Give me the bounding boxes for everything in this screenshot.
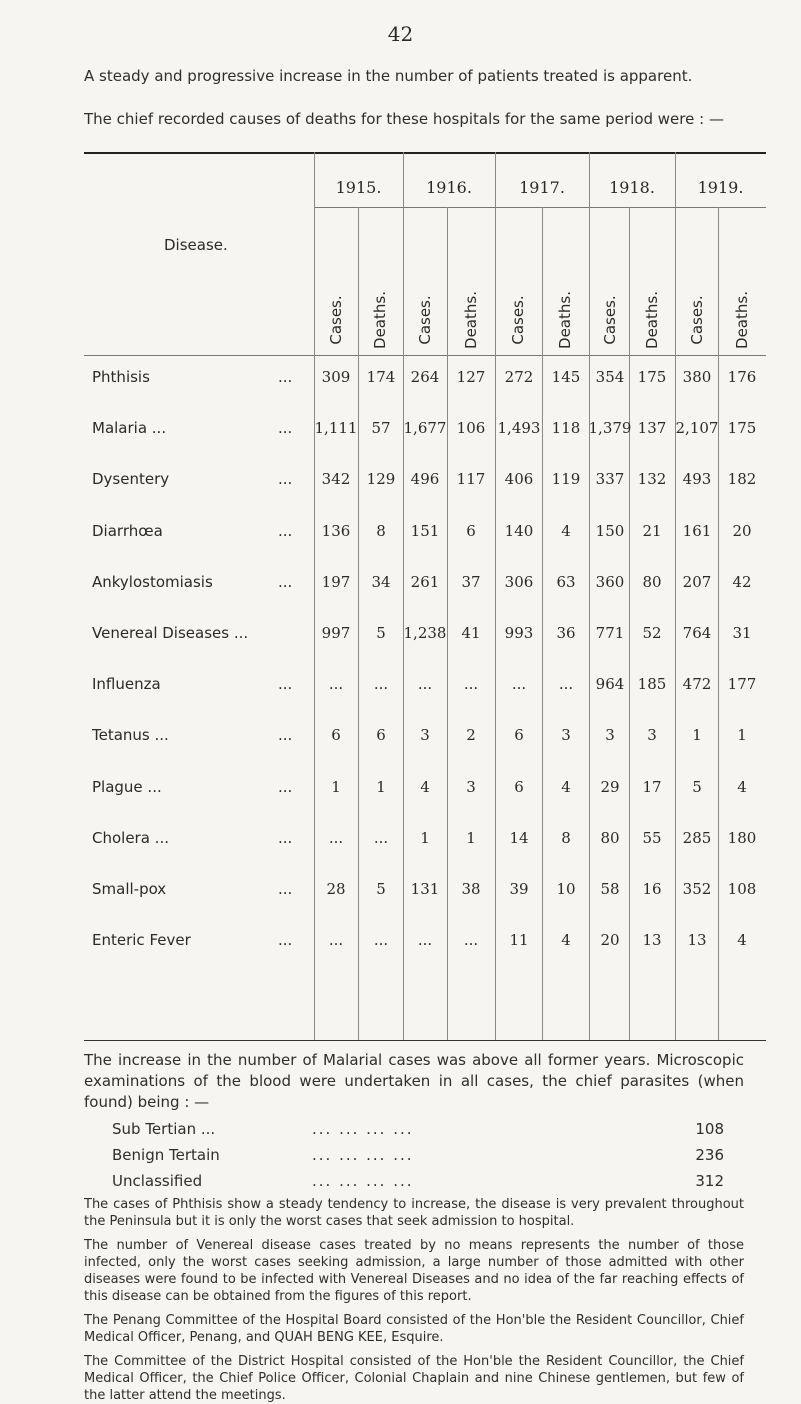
cases-cell: ... — [328, 675, 344, 694]
deaths-cell: 177 — [727, 675, 757, 694]
cases-cell: 6 — [514, 777, 524, 796]
cases-cell: ... — [328, 931, 344, 950]
cases-cell: 161 — [682, 521, 712, 540]
deaths-cell: 13 — [642, 931, 662, 950]
cases-cell: 29 — [600, 777, 620, 796]
year-header-1918: 1918. — [609, 178, 655, 197]
cases-cell: 58 — [600, 880, 620, 898]
deaths-cell: 185 — [637, 675, 667, 694]
cases-cell: 764 — [682, 624, 712, 642]
deaths-cell: 8 — [561, 828, 571, 847]
disease-label: Small-pox — [92, 880, 167, 898]
cases-cell: 496 — [410, 470, 440, 489]
parasite-label: Benign Tertain — [112, 1146, 220, 1164]
cases-cell: 13 — [687, 931, 707, 950]
disease-label: Influenza — [92, 675, 161, 694]
page-number: 42 — [387, 22, 414, 46]
parasite-count: 312 — [695, 1172, 724, 1190]
district-committee-paragraph: The Committee of the District Hospital consisted of the Hon'ble the Resident Councillor, the Chief Medical Officer, the Chief Police Officer, Colonial Chaplain and nine Chinese gentlemen, but few of the latter attend the meetings. — [84, 1354, 744, 1403]
leader-dots: ... ... ... ... — [312, 1172, 414, 1190]
deaths-cell: 4 — [737, 931, 747, 950]
deaths-cell: 106 — [456, 419, 486, 438]
cases-cell: 131 — [410, 880, 440, 898]
deaths-cell: 127 — [456, 368, 486, 386]
penang-committee-paragraph: The Penang Committee of the Hospital Board consisted of the Hon'ble the Resident Councillor, Chief Medical Officer, Penang, and QUAH BENG KEE, Esquire. — [84, 1313, 744, 1345]
cases-header: Cases. — [327, 295, 345, 345]
leader-dots: ... — [278, 828, 293, 847]
cases-cell: 771 — [595, 624, 625, 642]
cases-cell: ... — [328, 828, 344, 847]
cases-cell: 28 — [326, 880, 346, 898]
disease-label: Enteric Fever — [92, 931, 191, 950]
deaths-cell: 36 — [556, 624, 576, 642]
cases-cell: 261 — [410, 572, 440, 591]
leader-dots: ... — [278, 572, 293, 591]
deaths-cell: 42 — [732, 572, 752, 591]
deaths-header: Deaths. — [643, 291, 661, 349]
cases-cell: 11 — [509, 931, 529, 950]
deaths-cell: 129 — [366, 470, 396, 489]
deaths-cell: 137 — [637, 419, 667, 438]
cases-header: Cases. — [688, 295, 706, 345]
cases-cell: 1 — [692, 726, 702, 745]
cases-cell: 1 — [420, 828, 430, 847]
deaths-cell: 80 — [642, 572, 662, 591]
deaths-cell: 132 — [637, 470, 667, 489]
year-header-1917: 1917. — [519, 178, 565, 197]
cases-cell: 80 — [600, 828, 620, 847]
parasite-count: 108 — [695, 1120, 724, 1138]
deaths-cell: 5 — [376, 624, 386, 642]
malaria-paragraph: The increase in the number of Malarial cases was above all former years. Microscopic examinations of the blood were undertaken in all cases, the chief parasites (when found) being : — — [84, 1051, 744, 1111]
cases-cell: 352 — [682, 880, 712, 898]
deaths-header: Deaths. — [556, 291, 574, 349]
leader-dots: ... — [278, 726, 293, 745]
cases-cell: 1,493 — [497, 419, 541, 438]
disease-label: Plague ... — [92, 777, 162, 796]
deaths-cell: 37 — [461, 572, 481, 591]
cases-cell: 272 — [504, 368, 534, 386]
cases-cell: 2,107 — [675, 419, 719, 438]
deaths-cell: 21 — [642, 521, 662, 540]
leader-dots: ... — [278, 368, 293, 386]
cases-header: Cases. — [601, 295, 619, 345]
deaths-cell: 175 — [727, 419, 757, 438]
deaths-cell: ... — [463, 931, 479, 950]
deaths-cell: 6 — [466, 521, 476, 540]
deaths-cell: 174 — [366, 368, 396, 386]
cases-cell: 472 — [682, 675, 712, 694]
deaths-cell: 6 — [376, 726, 386, 745]
cases-cell: 136 — [321, 521, 351, 540]
leader-dots: ... — [278, 419, 293, 438]
cases-cell: 6 — [331, 726, 341, 745]
deaths-cell: 38 — [461, 880, 481, 898]
cases-cell: 306 — [504, 572, 534, 591]
deaths-cell: 180 — [727, 828, 757, 847]
deaths-cell: 4 — [561, 521, 571, 540]
cases-cell: 493 — [682, 470, 712, 489]
deaths-cell: ... — [373, 931, 389, 950]
deaths-cell: 119 — [551, 470, 581, 489]
deaths-cell: 1 — [737, 726, 747, 745]
cases-cell: 285 — [682, 828, 712, 847]
cases-cell: 406 — [504, 470, 534, 489]
cases-cell: 4 — [420, 777, 430, 796]
cases-cell: 20 — [600, 931, 620, 950]
deaths-cell: 3 — [466, 777, 476, 796]
parasite-count: 236 — [695, 1146, 724, 1164]
deaths-cell: 41 — [461, 624, 481, 642]
leader-dots: ... — [278, 521, 293, 540]
year-header-1919: 1919. — [697, 178, 744, 197]
cases-cell: 993 — [504, 624, 534, 642]
cases-cell: ... — [417, 931, 433, 950]
deaths-cell: 10 — [556, 880, 576, 898]
cases-cell: 337 — [595, 470, 625, 489]
cases-cell: 39 — [509, 880, 529, 898]
disease-label: Phthisis — [92, 368, 150, 386]
disease-label: Diarrhœa — [92, 521, 163, 540]
cases-cell: 1,379 — [588, 419, 632, 438]
deaths-cell: 63 — [556, 572, 576, 591]
cases-header: Cases. — [509, 295, 527, 345]
cases-cell: 3 — [605, 726, 615, 745]
leader-dots: ... — [278, 777, 293, 796]
deaths-cell: 16 — [642, 880, 662, 898]
disease-label: Cholera ... — [92, 828, 169, 847]
cases-cell: 264 — [410, 368, 440, 386]
deaths-cell: 55 — [642, 828, 662, 847]
phthisis-paragraph: The cases of Phthisis show a steady tendency to increase, the disease is very prevalent throughout the Peninsula but it is only the worst cases that seek admission to hospital. — [84, 1197, 744, 1229]
deaths-cell: 176 — [727, 368, 757, 386]
deaths-cell: 4 — [737, 777, 747, 796]
cases-cell: 150 — [595, 521, 625, 540]
deaths-cell: 5 — [376, 880, 386, 898]
deaths-cell: 3 — [647, 726, 657, 745]
disease-label: Malaria ... — [92, 419, 167, 438]
cases-cell: ... — [511, 675, 527, 694]
leader-dots: ... — [278, 880, 293, 898]
intro-paragraph-2: The chief recorded causes of deaths for these hospitals for the same period were : — — [84, 110, 724, 128]
deaths-cell: 145 — [551, 368, 581, 386]
cases-cell: 151 — [410, 521, 440, 540]
parasite-label: Unclassified — [112, 1172, 203, 1190]
deaths-cell: 17 — [642, 777, 662, 796]
cases-cell: 1,111 — [314, 419, 358, 438]
cases-cell: 1 — [331, 777, 341, 796]
disease-label: Ankylostomiasis — [92, 572, 213, 591]
deaths-cell: 108 — [727, 880, 757, 898]
deaths-cell: 20 — [732, 521, 752, 540]
deaths-cell: 2 — [466, 726, 476, 745]
deaths-cell: 117 — [456, 470, 486, 489]
deaths-cell: 182 — [727, 470, 757, 489]
leader-dots: ... — [278, 470, 293, 489]
deaths-cell: 118 — [551, 419, 581, 438]
cases-cell: 354 — [595, 368, 625, 386]
cases-cell: 6 — [514, 726, 524, 745]
cases-cell: 3 — [420, 726, 430, 745]
cases-cell: 342 — [321, 470, 351, 489]
cases-cell: 5 — [692, 777, 702, 796]
leader-dots: ... — [278, 675, 293, 694]
deaths-cell: 175 — [637, 368, 667, 386]
leader-dots: ... ... ... ... — [312, 1146, 414, 1164]
leader-dots: ... — [278, 931, 293, 950]
cases-cell: ... — [417, 675, 433, 694]
deaths-cell: 31 — [732, 624, 752, 642]
intro-paragraph-1: A steady and progressive increase in the number of patients treated is apparent. — [84, 67, 693, 85]
deaths-header: Deaths. — [462, 291, 480, 349]
cases-cell: 140 — [504, 521, 534, 540]
leader-dots: ... ... ... ... — [312, 1120, 414, 1138]
cases-cell: 309 — [321, 368, 351, 386]
deaths-cell: ... — [373, 675, 389, 694]
parasite-label: Sub Tertian ... — [112, 1120, 216, 1138]
deaths-header: Deaths. — [371, 291, 389, 349]
deaths-cell: 57 — [371, 419, 391, 438]
cases-cell: 207 — [682, 572, 712, 591]
year-header-1916: 1916. — [426, 178, 472, 197]
deaths-cell: 8 — [376, 521, 386, 540]
cases-cell: 1,677 — [403, 419, 447, 438]
cases-cell: 380 — [682, 368, 712, 386]
deaths-cell: ... — [558, 675, 574, 694]
cases-cell: 1,238 — [403, 624, 447, 642]
cases-cell: 197 — [321, 572, 351, 591]
deaths-cell: 34 — [371, 572, 391, 591]
deaths-cell: 1 — [466, 828, 476, 847]
deaths-cell: ... — [373, 828, 389, 847]
deaths-cell: 1 — [376, 777, 386, 796]
disease-label: Dysentery — [92, 470, 170, 489]
deaths-cell: 52 — [642, 624, 662, 642]
cases-cell: 997 — [321, 624, 351, 642]
year-header-1915: 1915. — [335, 178, 382, 197]
cases-cell: 14 — [509, 828, 529, 847]
deaths-cell: 4 — [561, 931, 571, 950]
disease-column-header: Disease. — [164, 236, 228, 254]
deaths-cell: 3 — [561, 726, 571, 745]
deaths-cell: ... — [463, 675, 479, 694]
deaths-header: Deaths. — [733, 291, 751, 349]
disease-label: Venereal Diseases ... — [92, 624, 249, 642]
cases-cell: 964 — [595, 675, 625, 694]
disease-label: Tetanus ... — [92, 726, 169, 745]
cases-header: Cases. — [416, 295, 434, 345]
venereal-paragraph: The number of Venereal disease cases treated by no means represents the number of those infected, only the worst cases seeking admission, a large number of those admitted with other diseases were found to be infected with Venereal Diseases and no idea of the far reaching effects of this disease can be obtained from the figures of this report. — [84, 1238, 744, 1304]
cases-cell: 360 — [595, 572, 625, 591]
deaths-cell: 4 — [561, 777, 571, 796]
